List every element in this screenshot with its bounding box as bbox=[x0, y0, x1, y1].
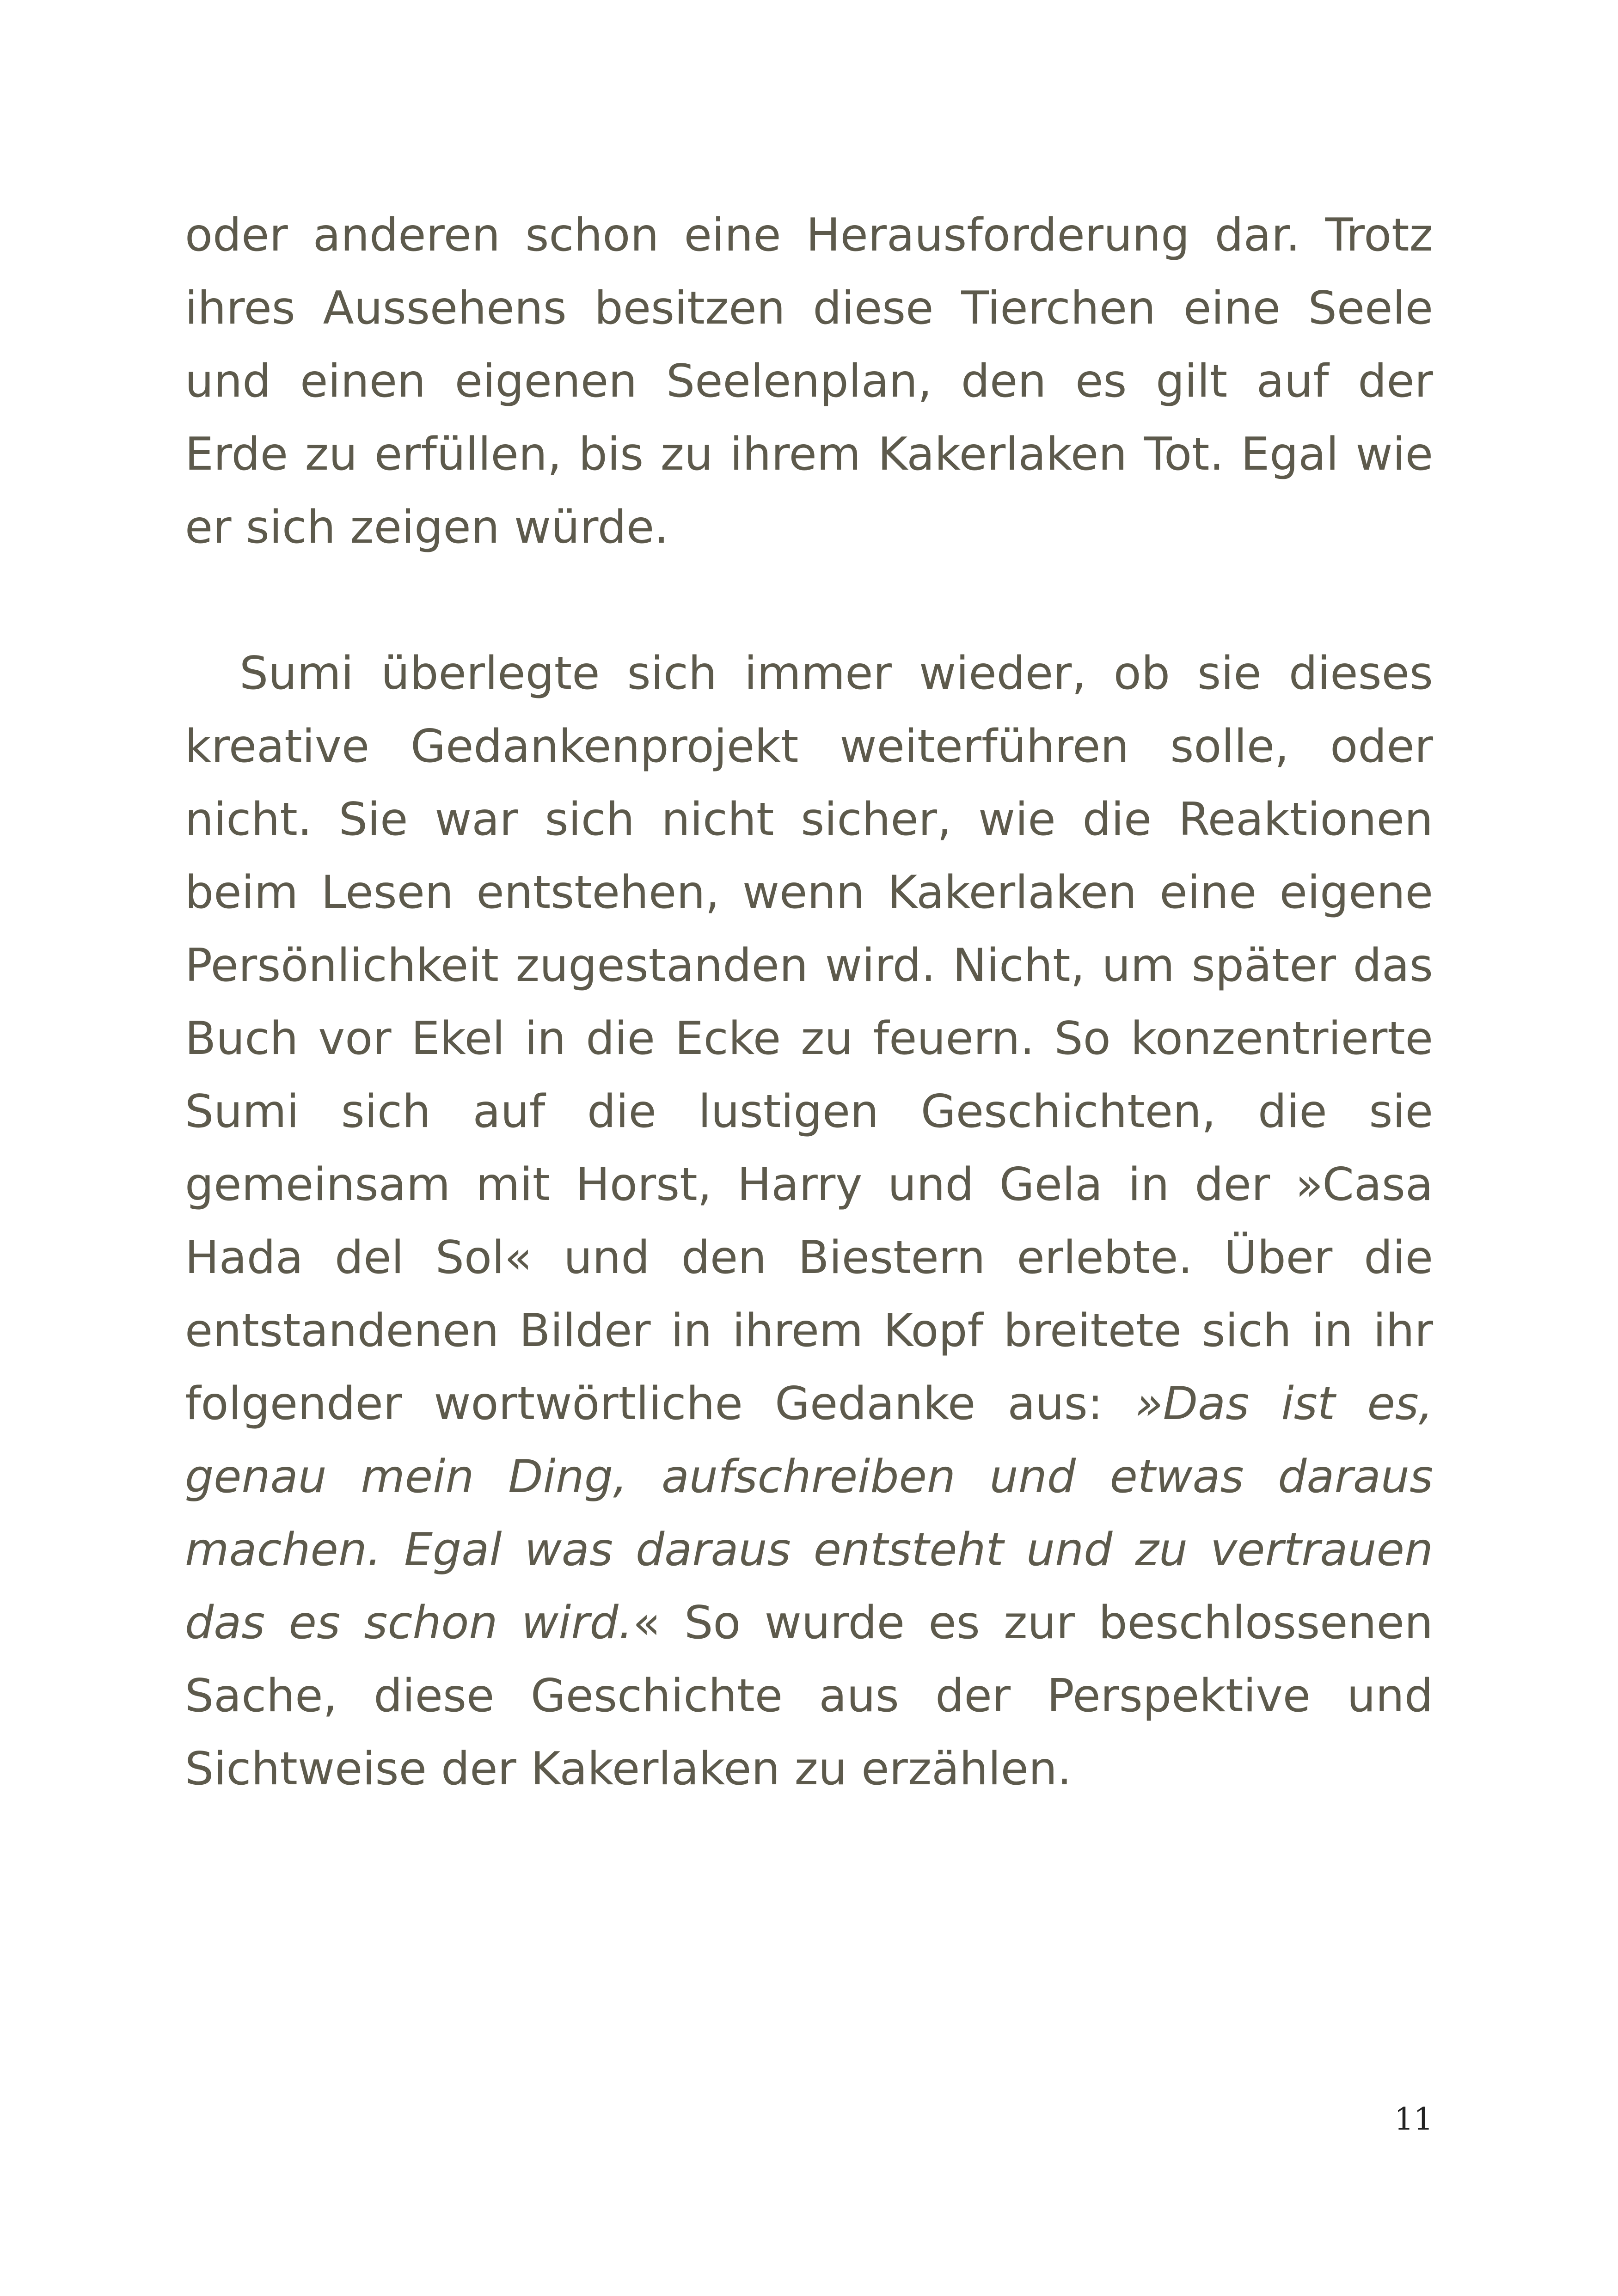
body-text bbox=[185, 199, 1433, 1806]
paragraph-continuation: oder anderen schon eine Herausforderung dar. Trotz ihres Aussehens besitzen diese Tierchen eine Seele und einen eigenen Seelenplan, den es gilt auf der Erde zu erfüllen, bis zu ihrem Kakerlaken Tot. Egal wie er sich zeigen würde. bbox=[185, 209, 1433, 554]
italic-quote: »Das ist es, genau mein Ding, aufschreiben und etwas daraus machen. Egal was daraus entsteht und zu vertrauen das es schon wird. bbox=[185, 1378, 1433, 1649]
paragraph-sumi bbox=[185, 637, 1433, 1806]
paragraph-text-before-quote: Sumi überlegte sich immer wieder, ob sie dieses kreative Gedankenprojekt weiterführen solle, oder nicht. Sie war sich nicht sicher, wie die Reaktionen beim Lesen entstehen, wenn Kakerlaken eine eigene Persönlichkeit zugestanden wird. Nicht, um später das Buch vor Ekel in die Ecke zu feuern. So konzentrierte Sumi sich auf die lustigen Geschichten, die sie gemeinsam mit Horst, Harry und Gela in der »Casa Hada del Sol« und den Biestern erlebte. Über die entstandenen Bilder in ihrem Kopf breitete sich in ihr folgender wortwörtliche Gedanke aus: bbox=[185, 647, 1433, 1430]
page-number: 11 bbox=[1394, 2101, 1433, 2137]
paragraph-text-after-quote: « So wurde es zur beschlossenen Sache, diese Geschichte aus der Perspektive und Sichtweise der Kakerlaken zu erzählen. bbox=[185, 1597, 1433, 1795]
